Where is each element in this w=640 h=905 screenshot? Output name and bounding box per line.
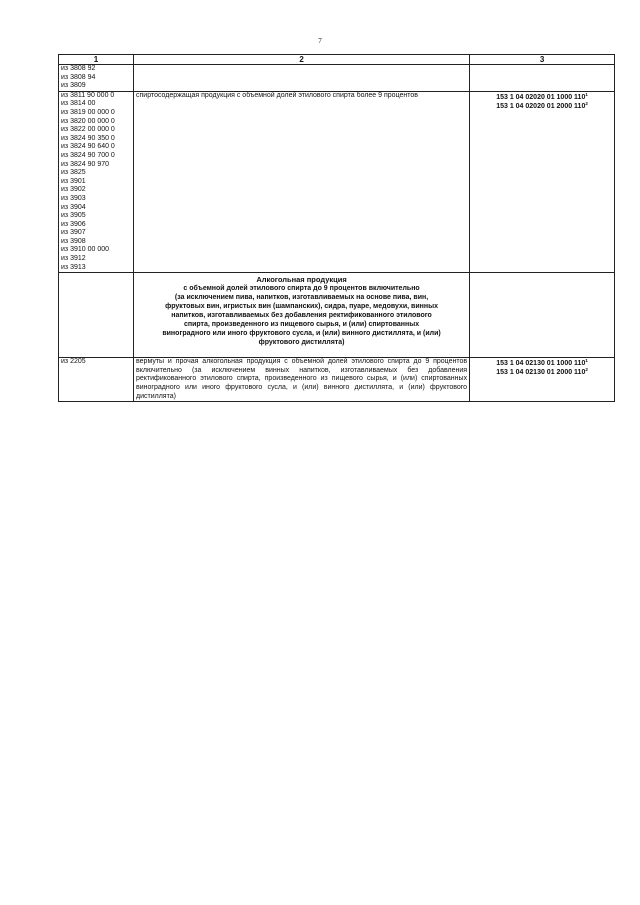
kbk-code: 153 1 04 02130 01 2000 $110^2$ [496, 367, 588, 377]
kbk-cell [470, 65, 615, 92]
code-list [59, 91, 134, 272]
section-line: (за исключением пива, напитков, изготавливаемых на основе пива, вин, [174, 294, 429, 302]
code-item: из 3809 [61, 82, 86, 90]
code-item: из 3913 [61, 263, 86, 271]
code-item: из 3908 [61, 237, 86, 245]
code-list [59, 65, 134, 92]
section-line: виноградного или иного фруктового сусла, и (или) винного дистиллята, и (или) [162, 330, 441, 338]
code-list [59, 358, 134, 402]
section-row [59, 273, 615, 358]
code-item: из 3910 00 000 [61, 246, 109, 254]
table-row [59, 65, 615, 92]
header-col-2: 2 [134, 55, 470, 65]
section-line: фруктового дистиллята) [258, 339, 345, 347]
code-item: из 3820 00 000 0 [61, 117, 115, 125]
kbk-cell [470, 91, 615, 272]
page-number: 7 [318, 37, 322, 45]
section-line: спирта, произведенного из пищевого сырья, и (или) спиртованных [183, 321, 420, 329]
code-item: из 3824 90 640 0 [61, 143, 115, 151]
code-item: из 3901 [61, 177, 86, 185]
code-item: из 3814 00 [61, 100, 96, 108]
kbk-code: 153 1 04 02020 01 1000 $110^1$ [496, 91, 588, 101]
code-item: из 3907 [61, 229, 86, 237]
code-item: из 3808 94 [61, 73, 96, 81]
code-item: из 3808 92 [61, 65, 96, 72]
code-item: из 3824 90 350 0 [61, 134, 115, 142]
header-col-1: 1 [59, 55, 134, 65]
header-row [59, 55, 615, 65]
code-item: из 3825 [61, 169, 86, 177]
code-item: из 3912 [61, 255, 86, 263]
kbk-code: 153 1 04 02130 01 1000 $110^1$ [496, 358, 588, 368]
section-line: с объемной долей этилового спирта до 9 процентов включительно [183, 285, 420, 293]
kbk-cell [470, 358, 615, 402]
section-title: Алкогольная продукция [256, 275, 347, 285]
code-table [58, 54, 615, 402]
code-item: из 3824 90 970 [61, 160, 109, 168]
code-item: из 3811 90 000 0 [61, 91, 115, 99]
table-row [59, 358, 615, 402]
description-cell [134, 65, 470, 92]
code-item: из 3822 00 000 0 [61, 126, 115, 134]
footnote-mark: 1 [585, 358, 588, 364]
header-col-3: 3 [470, 55, 615, 65]
code-item: из 3819 00 000 0 [61, 108, 115, 116]
section-line: фруктовых вин, игристых вин (шампанских), сидра, пуаре, медовухи, винных [165, 303, 438, 311]
section-line: напитков, изготавливаемых без добавления ректификованного этилового [171, 312, 432, 320]
kbk-code: 153 1 04 02020 01 2000 $110^2$ [496, 100, 588, 110]
code-list [59, 273, 134, 358]
code-item: из 3904 [61, 203, 86, 211]
description-cell: спиртосодержащая продукция с объемной долей этилового спирта более 9 процентов [134, 91, 470, 272]
footnote-mark: 1 [585, 91, 588, 97]
kbk-cell [470, 273, 615, 358]
footnote-mark: 2 [585, 367, 588, 373]
table-row [59, 91, 615, 272]
section-heading [134, 273, 470, 358]
footnote-mark: 2 [585, 100, 588, 106]
code-item: из 3905 [61, 212, 86, 220]
code-item: из 2205 [61, 358, 86, 366]
code-item: из 3903 [61, 194, 86, 202]
code-item: из 3902 [61, 186, 86, 194]
code-item: из 3824 90 700 0 [61, 151, 115, 159]
code-item: из 3906 [61, 220, 86, 228]
description-cell: вермуты и прочая алкогольная продукция с объемной долей этилового спирта до 9 процентов включительно (за исключением винных напитков, изготавливаемых без добавления ректификованного этилового спирта, произведенного из пищевого сырья, и (или) спиртованных виноградного или иного фруктового сусла, и (или) винного дистиллята, и (или) фруктового дистиллята) [134, 358, 470, 402]
